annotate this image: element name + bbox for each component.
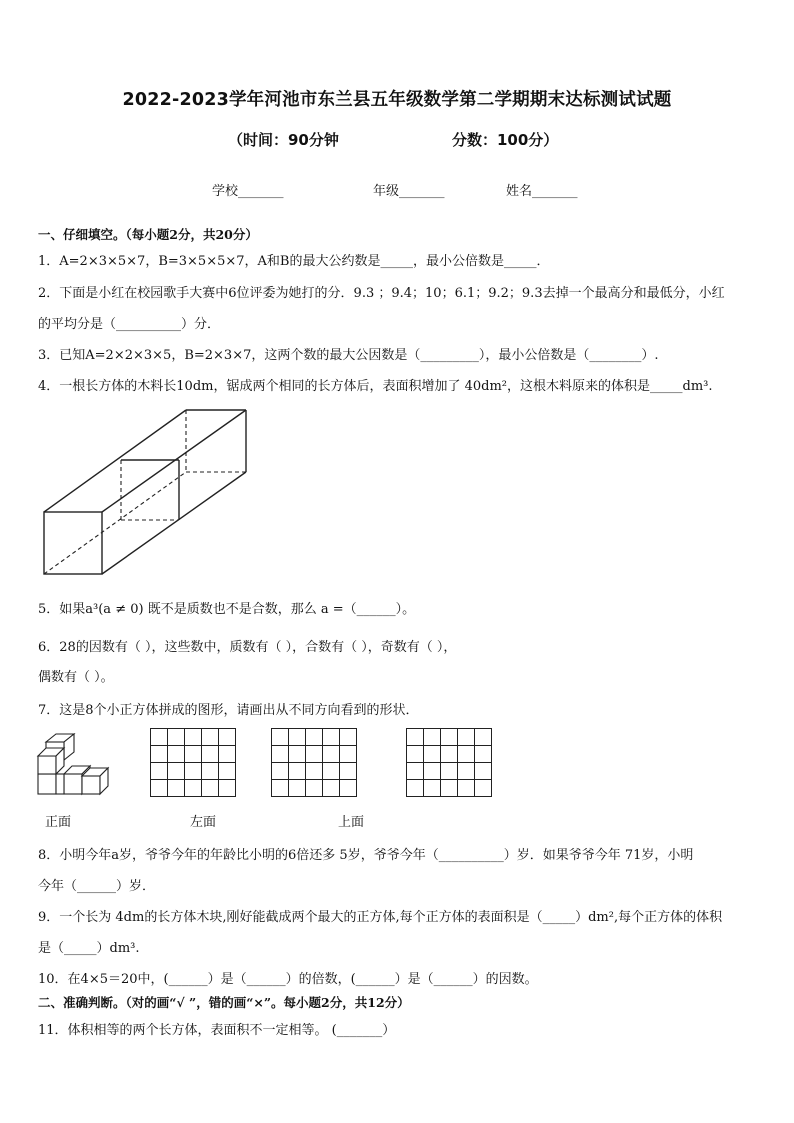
- section-2-heading: 二、准确判断。（对的画“√ ”，错的画“×”。每小题2分，共12分）: [38, 995, 410, 1010]
- cuboid-figure: [36, 402, 256, 582]
- question-6-line-1: 6．28的因数有（ ），这些数中，质数有（ ），合数有（ ），奇数有（ ），: [38, 640, 457, 655]
- grid-left-view: [271, 728, 359, 798]
- cuboid-hidden-edges: [44, 410, 246, 574]
- cuboid-solid-edges: [44, 410, 246, 574]
- question-4: 4．一根长方体的木料长10dm，锯成两个相同的长方体后，表面积增加了 40dm²，这根木料原来的体积是_____dm³.: [38, 379, 713, 394]
- question-2-line-2: 的平均分是（__________）分．: [38, 317, 221, 332]
- question-7: 7．这是8个小正方体拼成的图形，请画出从不同方向看到的形状．: [38, 703, 419, 718]
- question-5: 5．如果a³(a ≠ 0) 既不是质数也不是合数，那么 a =（______）。: [38, 602, 416, 617]
- question-8-line-1: 8．小明今年a岁，爷爷今年的年龄比小明的6倍还多 5岁，爷爷今年（__________）岁．如果爷爷今年 71岁，小明: [38, 848, 694, 863]
- score-info: 分数：100分）: [452, 131, 559, 149]
- page-title: 2022-2023学年河池市东兰县五年级数学第二学期期末达标测试试题: [122, 90, 672, 110]
- label-top: 上面: [338, 815, 365, 830]
- grid-top-view: [406, 728, 494, 798]
- question-9-line-2: 是（_____）dm³.: [38, 941, 140, 956]
- question-6-line-2: 偶数有（ ）。: [38, 670, 114, 685]
- school-field: 学校_______: [212, 184, 284, 199]
- cube-stack-figure: [36, 730, 120, 798]
- name-field: 姓名_______: [506, 184, 578, 199]
- question-2-line-1: 2．下面是小红在校园歌手大赛中6位评委为她打的分．9.3 ；9.4；10；6.1；9.2；9.3去掉一个最高分和最低分，小红: [38, 286, 725, 301]
- grid-front-view: [150, 728, 238, 798]
- label-left: 左面: [190, 815, 217, 830]
- label-front: 正面: [45, 815, 72, 830]
- question-9-line-1: 9．一个长为 4dm的长方体木块,刚好能截成两个最大的正方体,每个正方体的表面积是（_____）dm²,每个正方体的体积: [38, 910, 723, 925]
- question-3: 3．已知A=2×2×3×5，B=2×3×7，这两个数的最大公因数是（_________），最小公倍数是（________）.: [38, 348, 659, 363]
- question-11: 11．体积相等的两个长方体，表面积不一定相等。 (_______）: [38, 1023, 396, 1038]
- question-1: 1．A=2×3×5×7，B=3×5×5×7，A和B的最大公约数是_____，最小公倍数是_____．: [38, 254, 550, 269]
- section-1-heading: 一、仔细填空。（每小题2分，共20分）: [38, 227, 258, 242]
- time-info: （时间：90分钟: [228, 131, 339, 149]
- cuboid-cut-section: [121, 460, 179, 520]
- question-10: 10．在4×5＝20中，(______）是（______）的倍数，(______）是（______）的因数。: [38, 972, 538, 987]
- question-8-line-2: 今年（______）岁．: [38, 879, 156, 894]
- grade-field: 年级_______: [373, 184, 445, 199]
